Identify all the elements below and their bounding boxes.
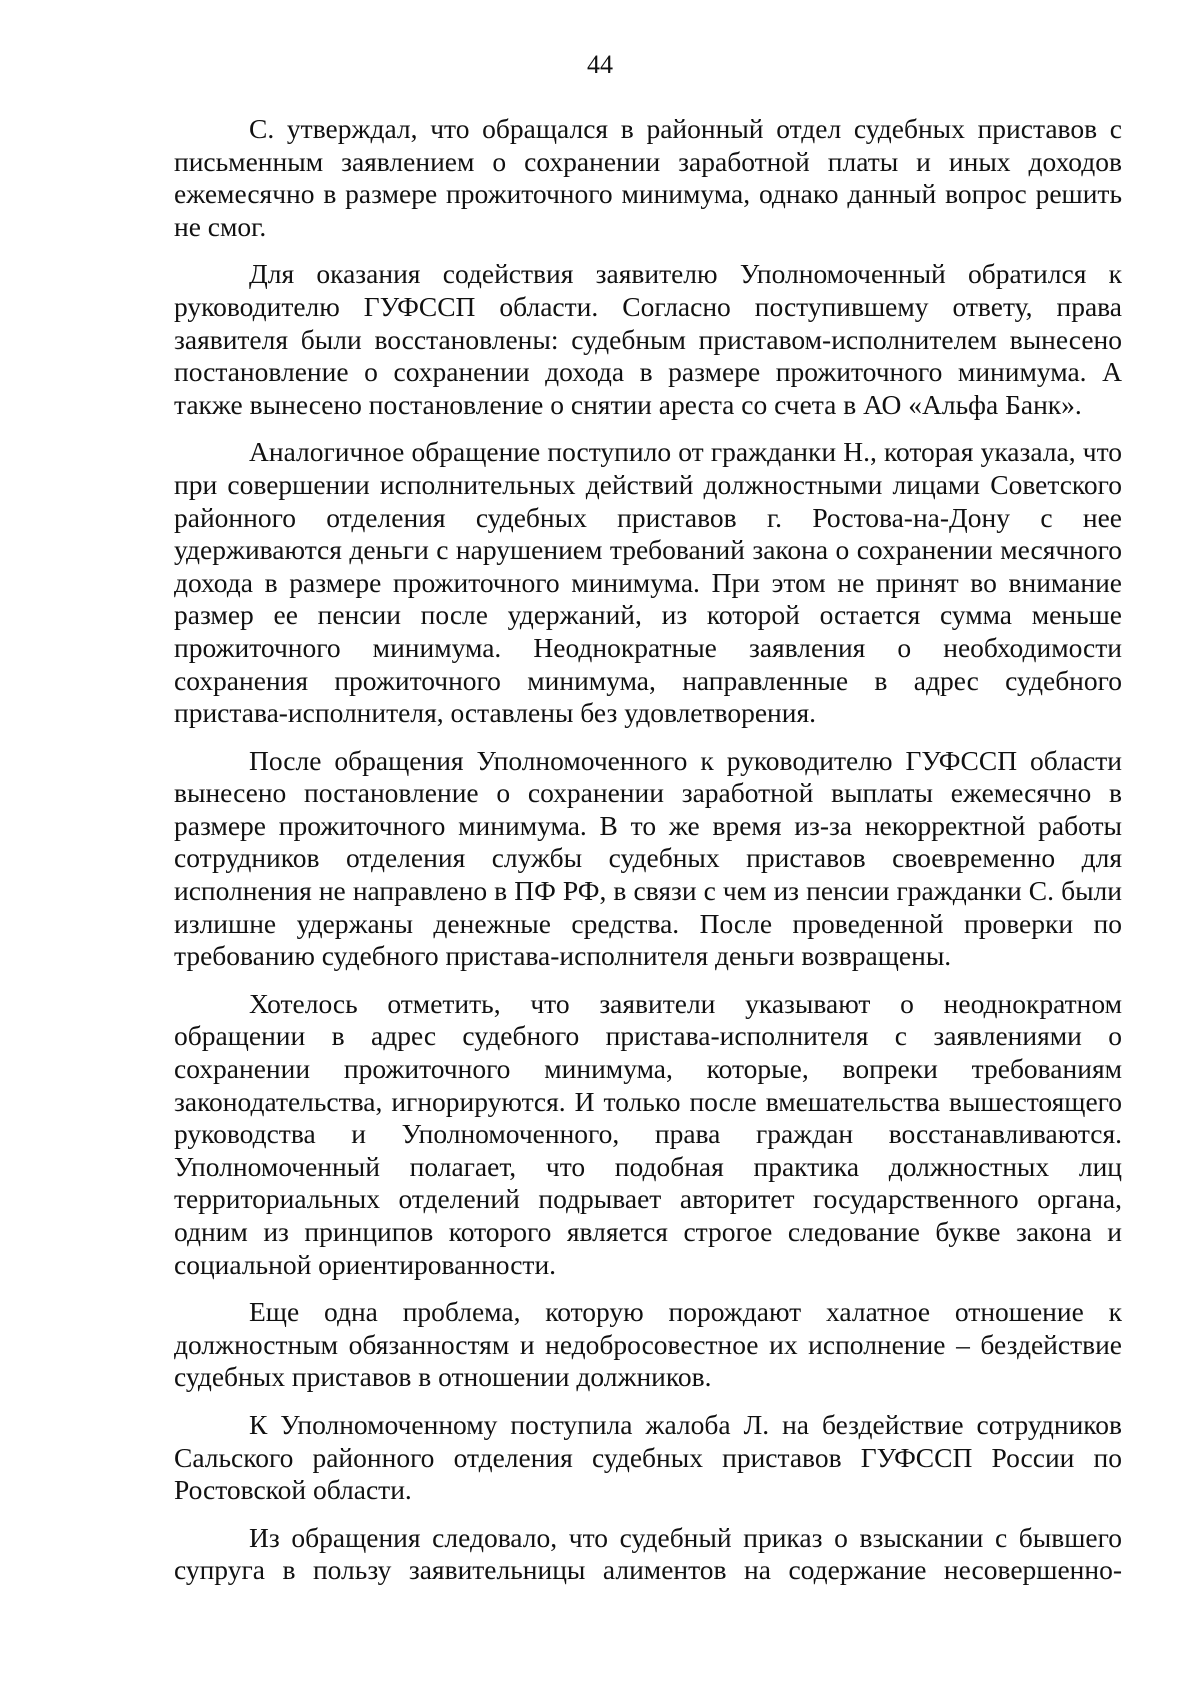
paragraph: Аналогичное обращение поступило от гражданки Н., которая указала, что при совершении исполнительных действий должностными лицами Советского районного отделения судебных приставов г. Ростова-на-Дону с нее удерживаются деньги с нарушением требований закона о сохранении месячного дохода в размере прожиточного минимума. При этом не принят во внимание размер ее пенсии после удержаний, из которой остается сумма меньше прожиточного минимума. Неоднократные заявления о необходимости сохранения прожиточного минимума, направленные в адрес судебного пристава-исполнителя, оставлены без удовлетворения. [174, 436, 1122, 729]
document-body [174, 113, 1122, 1602]
paragraph: После обращения Уполномоченного к руководителю ГУФССП области вынесено постановление о сохранении заработной выплаты ежемесячно в размере прожиточного минимума. В то же время из-за некорректной работы сотрудников отделения службы судебных приставов своевременно для исполнения не направлено в ПФ РФ, в связи с чем из пенсии гражданки С. были излишне удержаны денежные средства. После проведенной проверки по требованию судебного пристава-исполнителя деньги возвращены. [174, 744, 1122, 972]
paragraph: Для оказания содействия заявителю Уполномоченный обратился к руководителю ГУФССП области. Согласно поступившему ответу, права заявителя были восстановлены: судебным приставом-исполнителем вынесено постановление о сохранении дохода в размере прожиточного минимума. А также вынесено постановление о снятии ареста со счета в АО «Альфа Банк». [174, 258, 1122, 420]
paragraph: К Уполномоченному поступила жалоба Л. на бездействие сотрудников Сальского районного отделения судебных приставов ГУФССП России по Ростовской области. [174, 1408, 1122, 1506]
paragraph: Хотелось отметить, что заявители указывают о неоднократном обращении в адрес судебного пристава-исполнителя с заявлениями о сохранении прожиточного минимума, которые, вопреки требованиям законодательства, игнорируются. И только после вмешательства вышестоящего руководства и Уполномоченного, права граждан восстанавливаются. Уполномоченный полагает, что подобная практика должностных лиц территориальных отделений подрывает авторитет государственного органа, одним из принципов которого является строгое следование букве закона и социальной ориентированности. [174, 987, 1122, 1280]
paragraph: С. утверждал, что обращался в районный отдел судебных приставов с письменным заявлением о сохранении заработной платы и иных доходов ежемесячно в размере прожиточного минимума, однако данный вопрос решить не смог. [174, 113, 1122, 242]
page-number: 44 [587, 50, 613, 79]
paragraph: Еще одна проблема, которую порождают халатное отношение к должностным обязанностям и недобросовестное их исполнение – бездействие судебных приставов в отношении должников. [174, 1296, 1122, 1393]
paragraph-continued: Из обращения следовало, что судебный приказ о взыскании с бывшего супруга в пользу заявительницы алиментов на содержание несовершенно- [174, 1521, 1122, 1586]
